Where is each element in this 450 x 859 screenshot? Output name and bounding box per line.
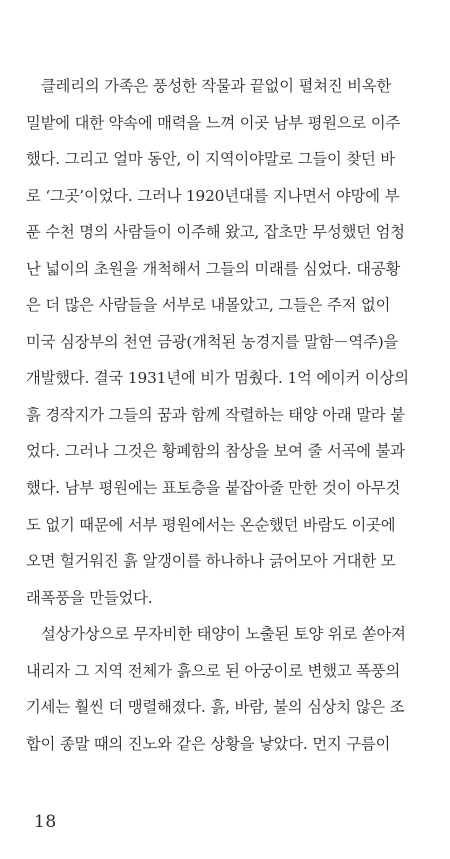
text-line: 었다. 그러나 그것은 황폐함의 참상을 보여 줄 서곡에 불과 [26,442,405,461]
text-line: 로 ‘그곳’이었다. 그러나 1920년대를 지나면서 야망에 부 [26,186,400,205]
text-line: 래폭풍을 만들었다. [26,588,153,607]
text-line: 푼 수천 명의 사람들이 이주해 왔고, 잡초만 무성했던 엄청 [26,223,405,242]
text-line: 흙 경작지가 그들의 꿈과 함께 작렬하는 태양 아래 말라 붙 [26,405,405,424]
text-line: 미국 심장부의 천연 금광(개척된 농경지를 말함－역주)을 [26,332,399,351]
page-number: 18 [34,812,57,832]
text-line: 오면 헐거워진 흙 알갱이를 하나하나 긁어모아 거대한 모 [26,552,396,571]
text-line: 도 없기 때문에 서부 평원에서는 온순했던 바람도 이곳에 [26,515,396,534]
text-line: 난 넓이의 초원을 개척해서 그들의 미래를 심었다. 대공황 [26,259,401,278]
body-text [26,68,436,762]
text-line: 설상가상으로 무자비한 태양이 노출된 토양 위로 쏟아져 [41,625,406,644]
text-line: 개발했다. 결국 1931년에 비가 멈췄다. 1억 에이커 이상의 [26,369,409,388]
text-line: 은 더 많은 사람들을 서부로 내몰았고, 그들은 주저 없이 [26,296,391,315]
text-line: 했다. 남부 평원에는 표토층을 붙잡아줄 만한 것이 아무것 [26,479,401,498]
text-line: 했다. 그리고 얼마 동안, 이 지역이야말로 그들이 찾던 바 [26,150,395,169]
text-line: 합이 종말 때의 진노와 같은 상황을 낳았다. 먼지 구름이 [26,734,391,753]
text-line: 기세는 훨씬 더 맹렬해졌다. 흙, 바람, 불의 심상치 않은 조 [26,698,405,717]
text-line: 내리자 그 지역 전체가 흙으로 된 아궁이로 변했고 폭풍의 [26,661,401,680]
text-line: 밀밭에 대한 약속에 매력을 느껴 이곳 남부 평원으로 이주 [26,113,401,132]
text-line: 클레리의 가족은 풍성한 작물과 끝없이 펼쳐진 비옥한 [41,77,392,95]
